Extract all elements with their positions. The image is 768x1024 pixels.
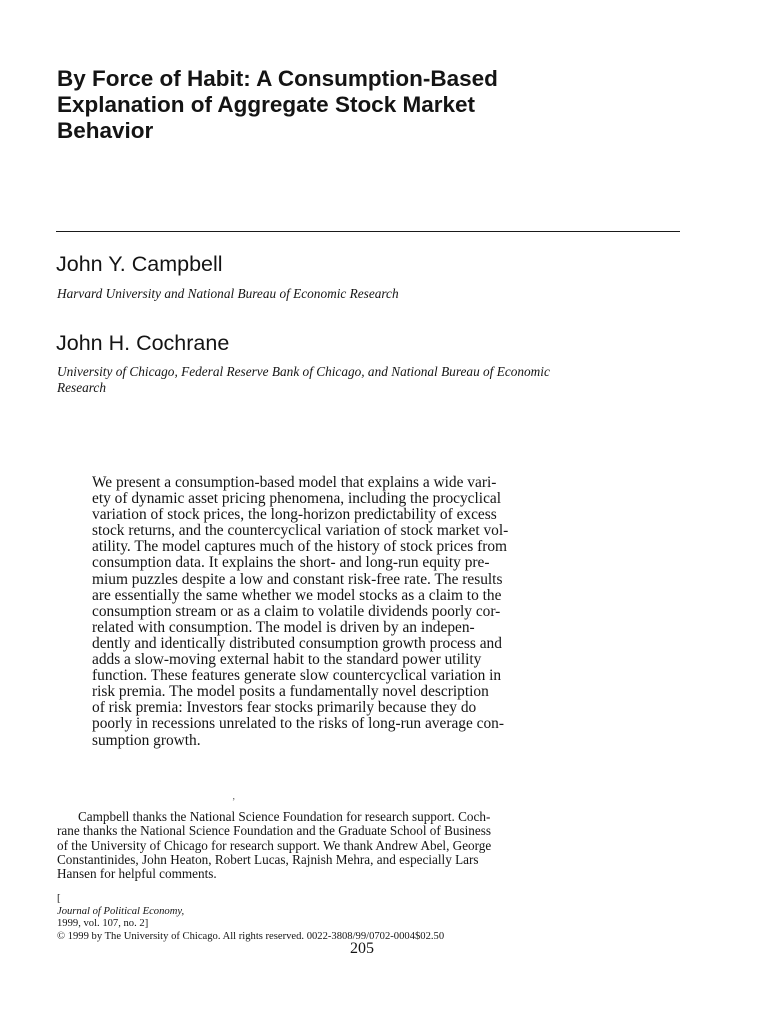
author-name: John Y. Campbell	[56, 252, 223, 276]
citation-line	[57, 893, 697, 931]
abstract-line: risk premia. The model posits a fundamentally novel description	[92, 683, 489, 701]
journal-citation	[57, 893, 697, 943]
abstract-line: adds a slow-moving external habit to the standard power utility	[92, 651, 482, 669]
footnote-line: Hansen for helpful comments.	[57, 866, 217, 882]
title-line: By Force of Habit: A Consumption-Based	[57, 66, 498, 91]
abstract-line: variation of stock prices, the long-horizon predictability of excess	[92, 506, 497, 524]
author-affiliation	[57, 364, 687, 396]
abstract-line: related with consumption. The model is driven by an indepen-	[92, 618, 475, 636]
abstract-line: sumption growth.	[92, 731, 201, 749]
paper-title	[57, 66, 697, 144]
title-line: Behavior	[57, 118, 154, 143]
abstract-line: atility. The model captures much of the history of stock prices from	[92, 538, 508, 556]
copyright-line: © 1999 by The University of Chicago. All rights reserved. 0022-3808/99/0702-0004$02.50	[57, 930, 445, 942]
stray-mark: ʼ	[232, 797, 236, 808]
citation-volume: 1999, vol. 107, no. 2]	[57, 918, 149, 929]
journal-name: Journal of Political Economy,	[57, 905, 185, 917]
abstract-line: dently and identically distributed consumption growth process and	[92, 634, 502, 652]
abstract-line: We present a consumption-based model that explains a wide vari-	[92, 474, 497, 491]
affiliation-line: Research	[57, 380, 106, 395]
footnote-line: of the University of Chicago for research support. We thank Andrew Abel, George	[57, 837, 492, 853]
abstract-line: consumption stream or as a claim to volatile dividends poorly cor-	[92, 602, 501, 620]
abstract	[92, 475, 652, 749]
footnote-line: rane thanks the National Science Foundation and the Graduate School of Business	[57, 823, 491, 839]
abstract-line: of risk premia: Investors fear stocks primarily because they do	[92, 699, 477, 717]
abstract-line: ety of dynamic asset pricing phenomena, including the procyclical	[92, 490, 502, 508]
citation-bracket: [	[57, 893, 61, 904]
abstract-line: poorly in recessions unrelated to the risks of long-run average con-	[92, 715, 504, 733]
affiliation-line: Harvard University and National Bureau of Economic Research	[57, 286, 399, 301]
abstract-line: mium puzzles despite a low and constant risk-free rate. The results	[92, 570, 503, 588]
footnote-line: Constantinides, John Heaton, Robert Lucas, Rajnish Mehra, and especially Lars	[57, 851, 479, 867]
page-number: 205	[350, 940, 374, 957]
abstract-line: are essentially the same whether we model stocks as a claim to the	[92, 586, 502, 604]
affiliation-line: University of Chicago, Federal Reserve Bank of Chicago, and National Bureau of Economic	[57, 364, 550, 379]
title-line: Explanation of Aggregate Stock Market	[57, 92, 475, 117]
acknowledgments-footnote	[57, 810, 697, 881]
abstract-line: consumption data. It explains the short- and long-run equity pre-	[92, 554, 490, 572]
author-affiliation	[57, 286, 687, 302]
abstract-line: stock returns, and the countercyclical variation of stock market vol-	[92, 522, 509, 540]
abstract-line: function. These features generate slow countercyclical variation in	[92, 667, 502, 685]
footnote-line: Campbell thanks the National Science Foundation for research support. Coch-	[78, 809, 491, 824]
title-divider	[56, 231, 680, 232]
author-name: John H. Cochrane	[56, 331, 230, 355]
